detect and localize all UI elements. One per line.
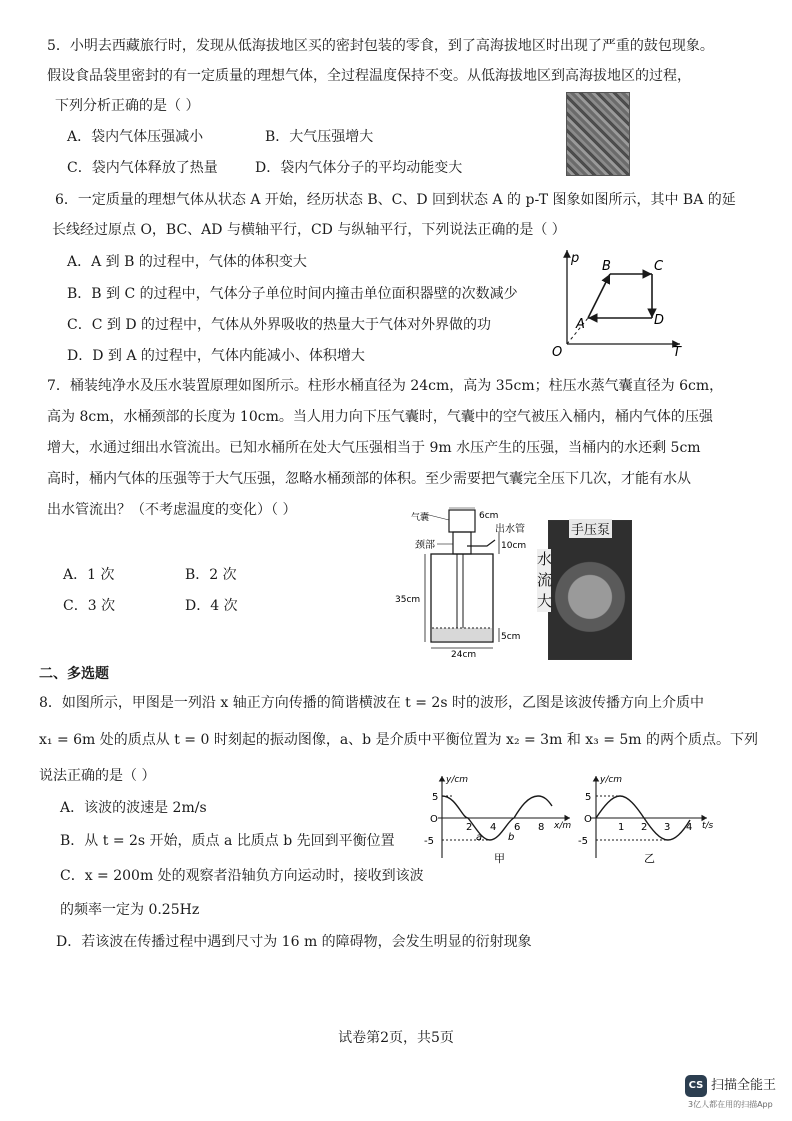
q6-line1: 6．一定质量的理想气体从状态 A 开始，经历状态 B、C、D 回到状态 A 的 p-T 图象如图所示，其中 BA 的延 [55,192,736,208]
q6-option-a: A．A 到 B 的过程中，气体的体积变大 [67,254,307,270]
q8-line2: x₁ = 6m 处的质点从 t = 0 时刻起的振动图像，a、b 是介质中平衡位置为 x₂ = 3m 和 x₃ = 5m 的两个质点。下列 [39,732,759,748]
jia-x-4: 4 [490,822,497,833]
yi-t-4: 4 [686,822,693,833]
q7-option-c: C．3 次 [63,598,116,614]
q8-line1: 8．如图所示，甲图是一列沿 x 轴正方向传播的简谐横波在 t = 2s 时的波形，乙图是该波传播方向上介质中 [39,695,704,711]
q5-line2: 假设食品袋里密封的有一定质量的理想气体，全过程温度保持不变。从低海拔地区到高海拔地区的过程， [47,68,691,84]
q7-line3: 增大，水通过细出水管流出。已知水桶所在处大气压强相当于 9m 水压产生的压强，当桶内的水还剩 5cm [47,440,701,456]
label-neck: 颈部 [415,540,435,551]
yi-xlabel: t/s [702,821,714,831]
q7-line2: 高为 8cm，水桶颈部的长度为 10cm。当人用力向下压气囊时，气囊中的空气被压入桶内，桶内气体的压强 [47,409,713,425]
hand-pump-photo [537,520,632,660]
q5-line3: 下列分析正确的是（ ） [55,98,200,114]
q8-option-b: B．从 t = 2s 开始，质点 a 比质点 b 先回到平衡位置 [60,833,395,849]
jia-point-b: b [508,832,515,843]
q8-option-d: D．若该波在传播过程中遇到尺寸为 16 m 的障碍物，会发生明显的衍射现象 [56,934,532,950]
q8-line3: 说法正确的是（ ） [39,768,156,784]
q7-line4: 高时，桶内气体的压强等于大气压强，忽略水桶颈部的体积。至少需要把气囊完全压下几次，才能有水从 [47,471,691,487]
q7-option-b: B．2 次 [185,567,237,583]
point-B: B [602,259,611,274]
camscanner-logo-icon: CS [685,1075,707,1097]
q8-option-c2: 的频率一定为 0.25Hz [60,902,200,918]
q7-option-d: D．4 次 [185,598,238,614]
point-D: D [654,313,665,328]
axis-p: p [571,251,580,266]
q7-line1: 7．桶装纯净水及压水装置原理如图所示。柱形水桶直径为 24cm，高为 35cm；柱压水蒸气囊直径为 6cm， [47,378,724,394]
snack-bag-photo [566,92,630,176]
q5-option-b: B．大气压强增大 [265,129,374,145]
q6-line2: 长线经过原点 O，BC、AD 与横轴平行，CD 与纵轴平行，下列说法正确的是（ ） [52,222,566,238]
section-title: 二、多选题 [39,666,109,682]
q7-option-a: A．1 次 [63,567,115,583]
photo-side-2: 流 [537,571,553,589]
label-35cm: 35cm [395,595,421,605]
origin-O: O [552,345,563,360]
yi-t-3: 3 [664,822,671,833]
q6-option-d: D．D 到 A 的过程中，气体内能减小、体积增大 [67,348,365,364]
page-footer: 试卷第2页，共5页 [338,1030,454,1046]
jia-tick-neg5: -5 [424,836,434,847]
label-airbag: 气囊 [411,513,430,523]
watermark-slogan: 3亿人都在用的扫描App [688,1100,773,1109]
q6-option-c: C．C 到 D 的过程中，气体从外界吸收的热量大于气体对外界做的功 [67,317,491,333]
vibration-graph-yi [572,770,722,870]
jia-x-6: 6 [514,822,521,833]
yi-tick-neg5: -5 [578,836,588,847]
wave-graph-jia [420,770,580,870]
label-6cm: 6cm [479,511,499,521]
q5-option-a: A．袋内气体压强减小 [67,129,204,145]
yi-ylabel: y/cm [600,775,623,785]
yi-origin: O [584,814,592,825]
label-24cm: 24cm [451,650,477,658]
q8-option-a: A．该波的波速是 2m/s [60,800,207,816]
label-10cm: 10cm [501,541,527,551]
label-outlet: 出水管 [495,524,525,535]
point-A: A [576,317,585,332]
yi-tick-5: 5 [585,792,592,803]
jia-x-8: 8 [538,822,545,833]
jia-x-2: 2 [466,822,473,833]
q7-line5: 出水管流出？（不考虑温度的变化）（ ） [47,502,297,518]
jia-tick-5: 5 [432,792,439,803]
point-C: C [654,259,664,274]
yi-caption: 乙 [644,852,655,865]
yi-t-1: 1 [618,822,625,833]
pT-diagram [540,244,690,360]
jia-point-a: a [476,832,483,843]
photo-side-text [537,549,551,612]
axis-T: T [673,345,681,360]
watermark-brand: 扫描全能王 [711,1078,777,1093]
photo-side-1: 水 [537,550,553,568]
q5-option-c: C．袋内气体释放了热量 [67,160,218,176]
q5-line1: 5．小明去西藏旅行时，发现从低海拔地区买的密封包装的零食，到了高海拔地区时出现了严重的鼓包现象。 [47,38,714,54]
water-bucket-diagram [395,506,535,658]
jia-ylabel: y/cm [446,775,469,785]
yi-t-2: 2 [641,822,648,833]
hand-pump-label: 手压泵 [569,519,612,538]
q8-option-c1: C．x = 200m 处的观察者沿轴负方向运动时，接收到该波 [60,868,424,884]
label-5cm: 5cm [501,632,521,642]
jia-caption: 甲 [494,852,505,865]
photo-side-3: 大 [537,592,553,610]
jia-xlabel: x/m [554,821,572,831]
q5-option-d: D．袋内气体分子的平均动能变大 [255,160,463,176]
q6-option-b: B．B 到 C 的过程中，气体分子单位时间内撞击单位面积器壁的次数减少 [67,286,518,302]
jia-origin: O [430,814,438,825]
